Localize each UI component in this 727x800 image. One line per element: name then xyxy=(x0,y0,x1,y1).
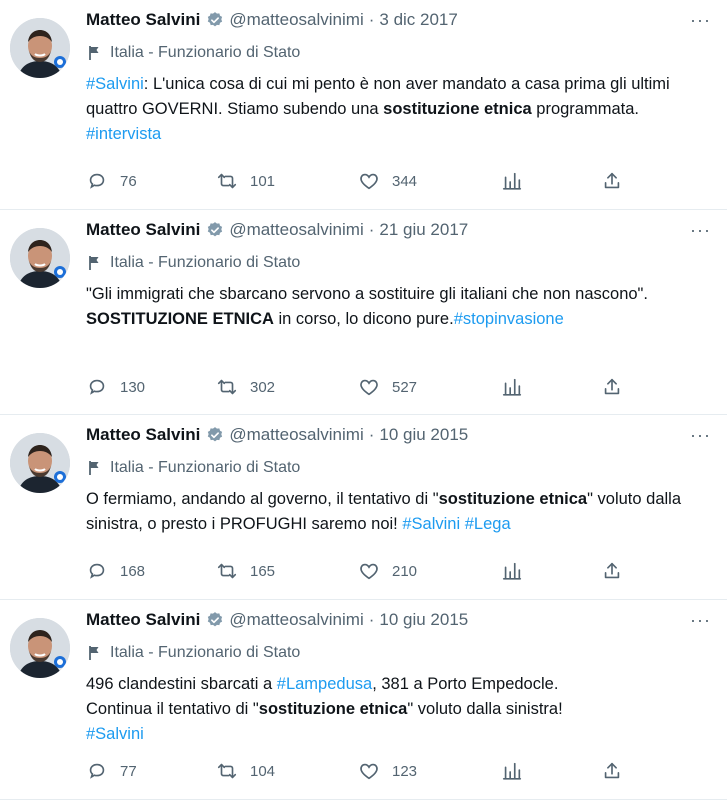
verified-badge-icon xyxy=(206,221,224,239)
tweet-actions xyxy=(86,760,686,784)
analytics-icon xyxy=(501,170,535,192)
bold-text: sostituzione etnica xyxy=(438,490,588,508)
retweets-count: 104 xyxy=(250,762,276,780)
likes-count: 344 xyxy=(392,172,418,190)
reply-icon xyxy=(86,170,120,192)
analytics-button[interactable] xyxy=(501,560,535,582)
analytics-icon xyxy=(501,376,535,398)
tweet-date[interactable]: 10 giu 2015 xyxy=(379,425,469,444)
text-segment: " voluto dalla sinistra, o presto i PROFUGHI saremo noi! xyxy=(86,490,682,533)
bold-text: sostituzione etnica xyxy=(258,700,408,718)
author-handle[interactable]: @matteosalvinimi xyxy=(229,610,364,629)
tweet-actions xyxy=(86,376,686,400)
reply-icon xyxy=(86,560,120,582)
heart-icon xyxy=(358,560,392,582)
verified-badge-icon xyxy=(206,611,224,629)
tweet-text xyxy=(86,487,696,537)
like-button[interactable] xyxy=(358,376,417,398)
reply-icon xyxy=(86,760,120,782)
verified-badge-icon xyxy=(206,11,224,29)
avatar[interactable] xyxy=(10,433,70,493)
bold-text: SOSTITUZIONE ETNICA xyxy=(86,310,274,328)
avatar[interactable] xyxy=(10,618,70,678)
replies-count: 77 xyxy=(120,762,137,780)
flag-icon xyxy=(88,255,102,271)
retweets-count: 302 xyxy=(250,378,276,396)
author-name[interactable]: Matteo Salvini xyxy=(86,220,201,239)
tweet-text xyxy=(86,282,696,332)
hashtag-link[interactable]: #intervista xyxy=(86,125,162,143)
hashtag-link[interactable]: #Salvini xyxy=(402,515,461,533)
analytics-icon xyxy=(501,760,535,782)
likes-count: 123 xyxy=(392,762,418,780)
more-horizontal-icon[interactable]: ··· xyxy=(690,10,711,30)
analytics-icon xyxy=(501,560,535,582)
text-segment: programmata. xyxy=(531,100,639,118)
reply-button[interactable] xyxy=(86,376,145,398)
author-name[interactable]: Matteo Salvini xyxy=(86,425,201,444)
tweet-location xyxy=(88,459,300,477)
author-name[interactable]: Matteo Salvini xyxy=(86,10,201,29)
tweet-location xyxy=(88,254,300,272)
location-label: Italia - Funzionario di Stato xyxy=(110,254,301,271)
avatar[interactable] xyxy=(10,18,70,78)
heart-icon xyxy=(358,170,392,192)
text-segment: , 381 a Porto Empedocle. xyxy=(372,675,559,693)
tweet[interactable] xyxy=(0,0,727,210)
heart-icon xyxy=(358,760,392,782)
reply-button[interactable] xyxy=(86,560,145,582)
flag-icon xyxy=(88,645,102,661)
likes-count: 527 xyxy=(392,378,418,396)
text-segment: " voluto dalla sinistra! xyxy=(407,700,563,718)
retweets-count: 101 xyxy=(250,172,276,190)
retweet-button[interactable] xyxy=(216,760,275,782)
tweet-header xyxy=(86,10,458,30)
share-icon xyxy=(601,170,635,192)
reply-button[interactable] xyxy=(86,760,137,782)
text-segment: Continua il tentativo di " xyxy=(86,700,259,718)
reply-icon xyxy=(86,376,120,398)
author-name[interactable]: Matteo Salvini xyxy=(86,610,201,629)
tweet-actions xyxy=(86,560,686,584)
author-handle[interactable]: @matteosalvinimi xyxy=(229,10,364,29)
tweet-location xyxy=(88,644,300,662)
flag-icon xyxy=(88,460,102,476)
likes-count: 210 xyxy=(392,562,418,580)
author-handle[interactable]: @matteosalvinimi xyxy=(229,220,364,239)
separator: · xyxy=(368,425,375,444)
tweet-header xyxy=(86,220,468,240)
retweet-icon xyxy=(216,760,250,782)
bold-text: sostituzione etnica xyxy=(383,100,532,118)
hashtag-link[interactable]: #Salvini xyxy=(86,75,144,93)
replies-count: 76 xyxy=(120,172,137,190)
hashtag-link[interactable]: #stopinvasione xyxy=(453,310,564,328)
like-button[interactable] xyxy=(358,170,417,192)
tweet-location xyxy=(88,44,300,62)
verified-badge-icon xyxy=(206,426,224,444)
more-horizontal-icon[interactable]: ··· xyxy=(690,425,711,445)
retweet-icon xyxy=(216,560,250,582)
share-button[interactable] xyxy=(601,376,635,398)
tweet-header xyxy=(86,425,468,445)
reply-button[interactable] xyxy=(86,170,137,192)
retweet-button[interactable] xyxy=(216,170,275,192)
location-label: Italia - Funzionario di Stato xyxy=(110,44,301,61)
tweet-header xyxy=(86,610,468,630)
tweet-date[interactable]: 10 giu 2015 xyxy=(379,610,469,629)
share-button[interactable] xyxy=(601,760,635,782)
separator: · xyxy=(368,220,375,239)
location-label: Italia - Funzionario di Stato xyxy=(110,644,301,661)
location-label: Italia - Funzionario di Stato xyxy=(110,459,301,476)
more-horizontal-icon[interactable]: ··· xyxy=(690,610,711,630)
analytics-button[interactable] xyxy=(501,376,535,398)
text-segment: in corso, lo dicono pure. xyxy=(273,310,454,328)
text-segment: 496 clandestini sbarcati a xyxy=(86,675,277,693)
tweet-date[interactable]: 21 giu 2017 xyxy=(379,220,469,239)
tweet-date[interactable]: 3 dic 2017 xyxy=(379,10,458,29)
share-icon xyxy=(601,376,635,398)
share-icon xyxy=(601,760,635,782)
hashtag-link[interactable]: #Lega xyxy=(464,515,511,533)
hashtag-link[interactable]: #Lampedusa xyxy=(276,675,373,693)
tweet[interactable] xyxy=(0,600,727,800)
separator: · xyxy=(368,10,375,29)
like-button[interactable] xyxy=(358,560,417,582)
author-handle[interactable]: @matteosalvinimi xyxy=(229,425,364,444)
text-segment: O fermiamo, andando al governo, il tentativo di " xyxy=(86,490,439,508)
share-icon xyxy=(601,560,635,582)
tweet[interactable] xyxy=(0,415,727,600)
heart-icon xyxy=(358,376,392,398)
replies-count: 168 xyxy=(120,562,146,580)
tweet-actions xyxy=(86,170,686,194)
retweet-icon xyxy=(216,170,250,192)
tweet-text xyxy=(86,672,696,747)
text-segment: : L'unica cosa di cui mi pento è non aver mandato a casa prima gli ultimi quattro GOVERNI. Stiamo subendo una xyxy=(86,75,670,118)
analytics-button[interactable] xyxy=(501,170,535,192)
tweet-text xyxy=(86,72,696,147)
more-horizontal-icon[interactable]: ··· xyxy=(690,220,711,240)
text-segment: "Gli immigrati che sbarcano servono a sostituire gli italiani che non nascono". xyxy=(86,285,648,303)
retweet-button[interactable] xyxy=(216,560,275,582)
hashtag-link[interactable]: #Salvini xyxy=(86,725,144,743)
retweets-count: 165 xyxy=(250,562,276,580)
retweet-icon xyxy=(216,376,250,398)
avatar[interactable] xyxy=(10,228,70,288)
share-button[interactable] xyxy=(601,170,635,192)
flag-icon xyxy=(88,45,102,61)
tweet[interactable] xyxy=(0,210,727,415)
share-button[interactable] xyxy=(601,560,635,582)
separator: · xyxy=(368,610,375,629)
like-button[interactable] xyxy=(358,760,417,782)
analytics-button[interactable] xyxy=(501,760,535,782)
retweet-button[interactable] xyxy=(216,376,275,398)
replies-count: 130 xyxy=(120,378,146,396)
